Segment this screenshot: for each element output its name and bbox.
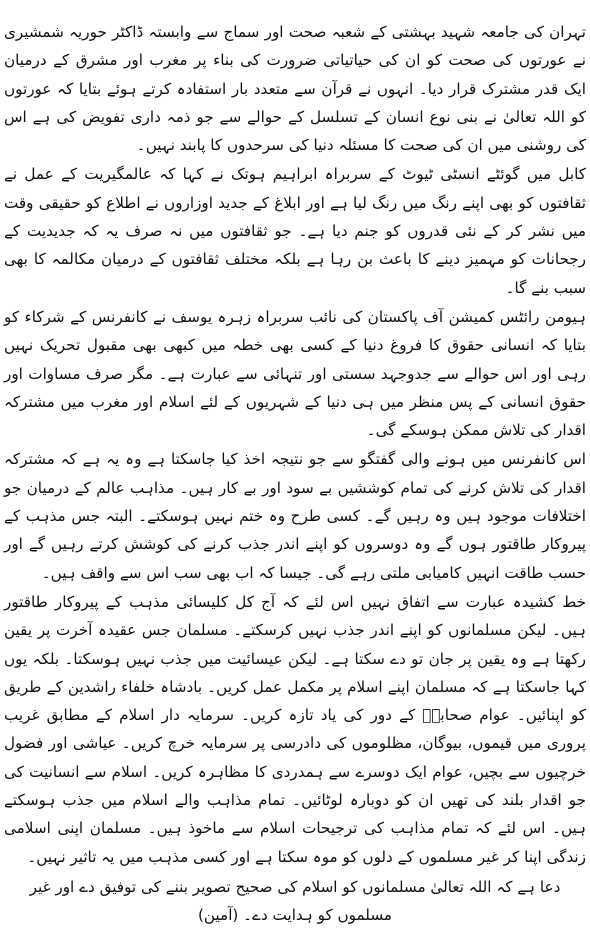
article-page: [4, 18, 586, 925]
closing-prayer: دعا ہے کہ اللہ تعالیٰ مسلمانوں کو اسلام کی صحیح تصویر بننے کی توفیق دے اور غیر مسلموں کو ہدایت دے۔ (آمین): [29, 877, 561, 925]
paragraph-human-rights-commission: ہیومن رائٹس کمیشن آف پاکستان کی نائب سربراہ زہرہ یوسف نے کانفرنس کے شرکاء کو بتایا کہ انسانی حقوق کا فروغ دنیا کے کسی بھی خطہ میں کبھی بھی مقبول تحریک نہیں رہی اور اس حوالے سے جدوجہد سستی اور تنہائی سے عبارت ہے۔ مگر صرف مساوات اور حقوق انسانی کے پس منظر میں ہی دنیا کے شہریوں کے لئے اسلام اور مغرب میں مشترکہ اقدار کی تلاش ممکن ہوسکے گی۔: [4, 307, 586, 440]
paragraph-tehran-conference: تہران کی جامعہ شہید بہشتی کے شعبہ صحت اور سماج سے وابستہ ڈاکٹر حوریہ شمشیری نے عورتوں کی صحت کو ان کی حیاتیاتی ضرورت کی بناء پر مغرب اور مشرق کے درمیان ایک قدر مشترک قرار دیا۔ انہوں نے قرآن سے متعدد بار استفادہ کرتے ہوئے بتایا کہ عورتوں کو اللہ تعالیٰ نے بنی نوع انسان کے تسلسل کے حوالے سے جو ذمہ داری تفویض کی ہے اس کی روشنی میں ان کی صحت کا مسئلہ دنیا کی سرحدوں کا پابند نہیں۔: [4, 23, 586, 155]
paragraph-conference-conclusion: اس کانفرنس میں ہونے والی گفتگو سے جو نتیجہ اخذ کیا جاسکتا ہے وہ یہ ہے کہ مشترکہ اقدار کی تلاش کرنے کی تمام کوششیں بے سود اور بے کار ہیں۔ مذاہب عالم کے درمیان جو اختلافات موجود ہیں وہ رہیں گے۔ کسی طرح وہ ختم نہیں ہوسکتے۔ البتہ جس مذہب کے پیروکار طاقتور ہوں گے وہ دوسروں کو اپنے اندر جذب کرنے کی کوشش کرتے رہیں گے اور حسب طاقت انہیں کامیابی ملتی رہے گی۔ جیسا کہ اب بھی سب اس سے واقف ہیں۔: [4, 450, 586, 582]
paragraph-kabul-goethe-institute: کابل میں گوئٹے انسٹی ٹیوٹ کے سربراہ ابراہیم ہوتک نے کہا کہ عالمگیریت کے عمل نے ثقافتوں کو بھی اپنے رنگ میں رنگ لیا ہے اور ابلاغ کے جدید اوزاروں نے اطلاع کو حقیقی وقت میں نشر کر کے نئی قدروں کو جنم دیا ہے۔ جو ثقافتوں میں نہ صرف یہ کہ جدیدیت کے رجحانات کو مہمیز دینے کا باعث بن رہا ہے بلکہ مختلف ثقافتوں کے درمیان مکالمہ کا بھی سبب بنے گا۔: [4, 165, 586, 297]
paragraph-editorial-response: خط کشیدہ عبارت سے اتفاق نہیں اس لئے کہ آج کل کلیسائی مذہب کے پیروکار طاقتور ہیں۔ لیکن مسلمانوں کو اپنے اندر جذب نہیں کرسکتے۔ مسلمان جس عقیدہ آخرت پر یقین رکھتا ہے وہ یقین پر جان تو دے سکتا ہے۔ لیکن عیسائیت میں جذب نہیں ہوسکتا۔ بلکہ یوں کہا جاسکتا ہے کہ مسلمان اپنے اسلام پر مکمل عمل کریں۔ بادشاہ خلفاء راشدین کے طریق کو اپنائیں۔ عوام صحابہؓ کے دور کی یاد تازہ کریں۔ سرمایہ دار اسلام کے مطابق غریب پروری میں قیموں، بیوگان، مظلوموں کی دادرسی پر سرمایہ خرچ کریں۔ عیاشی اور فضول خرچیوں سے بچیں، عوام ایک دوسرے سے ہمدردی کا مظاہرہ کریں۔ اسلام سے انسانیت کی جو اقدار بلند کی تھیں ان کو دوبارہ لوٹائیں۔ تمام مذاہب والے اسلام میں جذب ہوسکتے ہیں۔ اس لئے کہ تمام مذاہب کی ترجیحات اسلام سے ماخوذ ہیں۔ مسلمان اپنی اسلامی زندگی اپنا کر غیر مسلموں کے دلوں کو موہ سکتا ہے اور کسی مذہب میں یہ تاثیر نہیں۔: [4, 592, 586, 866]
